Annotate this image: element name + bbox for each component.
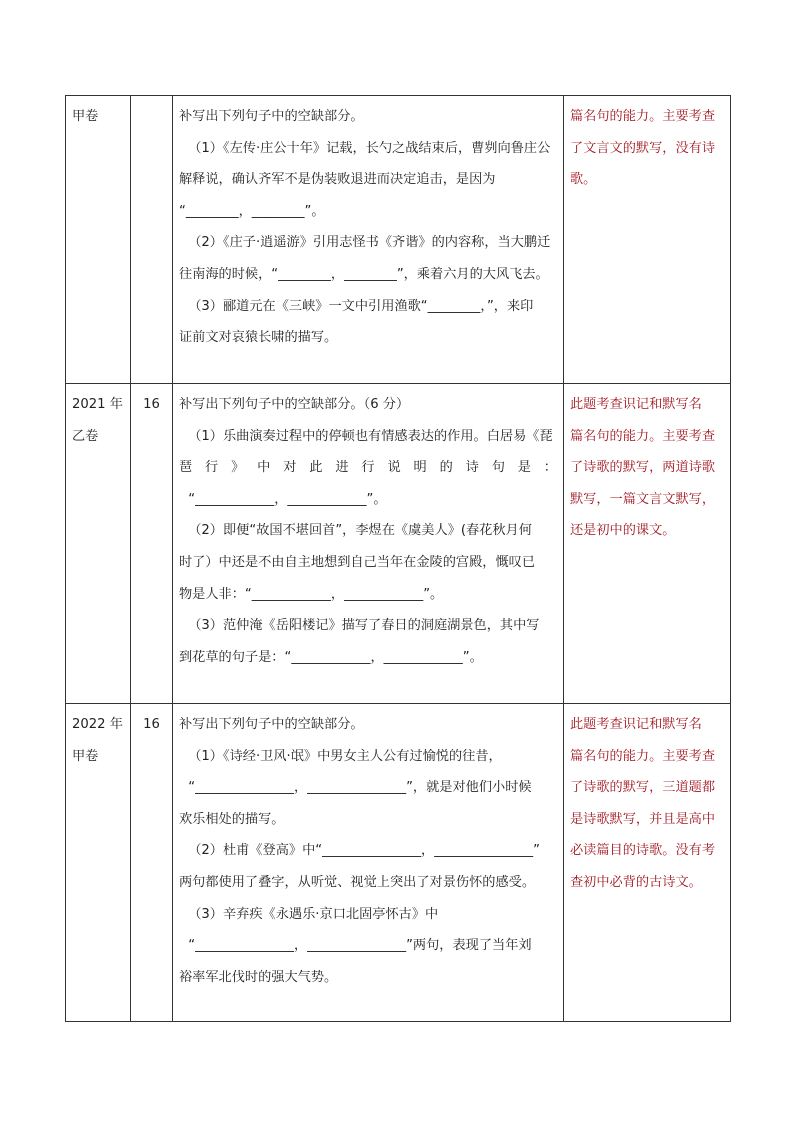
question-cell (173, 704, 564, 1022)
question-number-cell (131, 384, 173, 704)
table-row (66, 96, 731, 384)
analysis-cell (564, 96, 731, 384)
exam-comparison-table (65, 95, 731, 1022)
analysis-line: 篇名句的能力。主要考查 (570, 748, 716, 764)
analysis-cell (564, 704, 731, 1022)
question-line: “_______________，_______________”两句，表现了当年刘 (188, 938, 532, 954)
question-line: 到花草的句子是：“____________，____________”。 (179, 649, 483, 665)
analysis-line: 歌。 (570, 172, 597, 188)
question-line: 解释说，确认齐军不是伪装败退进而决定追击，是因为 (179, 172, 496, 188)
question-line: （2）杜甫《登高》中“_______________，_______________” (188, 843, 540, 859)
analysis-line: 了诗歌的默写，两道诗歌 (570, 460, 716, 476)
analysis-line: 还是初中的课文。 (570, 523, 676, 539)
question-line: （1）乐曲演奏过程中的停顿也有情感表达的作用。白居易《琵 (188, 428, 553, 444)
question-line: （2）即便“故国不堪回首”，李煜在《虞美人》(春花秋月何 (188, 523, 532, 539)
question-line: “____________，____________”。 (188, 491, 387, 507)
year-label: 2021 年 (72, 397, 123, 412)
year-cell (66, 704, 131, 1022)
question-line: （2）《庄子·逍遥游》引用志怪书《齐谐》的内容称，当大鹏迁 (188, 235, 551, 251)
question-line: （3）辛弃疾《永遇乐·京口北固亭怀古》中 (188, 906, 439, 922)
question-number: 16 (143, 397, 160, 412)
question-line: 补写出下列句子中的空缺部分。（6 分） (179, 397, 410, 412)
analysis-line: 必读篇目的诗歌。没有考 (570, 843, 716, 859)
question-line: 补写出下列句子中的空缺部分。 (179, 717, 364, 732)
question-line: （1）《诗经·卫风·氓》中男女主人公有过愉悦的往昔， (188, 748, 502, 764)
analysis-line: 此题考查识记和默写名 (570, 717, 702, 732)
question-number-cell (131, 704, 173, 1022)
year-cell (66, 96, 131, 384)
question-line: 时了）中还是不由自主地想到自己当年在金陵的宫殿，慨叹已 (179, 554, 536, 570)
question-number (131, 96, 172, 101)
question-line: 证前文对哀猿长啸的描写。 (179, 330, 338, 346)
question-number-cell (131, 96, 173, 384)
year-label: 2022 年 (72, 717, 123, 732)
analysis-line: 是诗歌默写，并且是高中 (570, 811, 716, 827)
table-row (66, 384, 731, 704)
question-line: “________，________”。 (179, 203, 325, 219)
question-line: 裕率军北伐时的强大气势。 (179, 969, 338, 985)
analysis-line: 篇名句的能力。主要考查 (570, 428, 716, 444)
analysis-cell (564, 384, 731, 704)
analysis-line: 默写，一篇文言文默写， (570, 491, 716, 507)
question-line: 物是人非：“____________，____________”。 (179, 586, 444, 602)
question-number: 16 (143, 717, 160, 732)
paper-label: 甲卷 (72, 748, 99, 764)
analysis-line: 了诗歌的默写，三道题都 (570, 780, 716, 796)
question-line: 往南海的时候，“________，________”，乘着六月的大风飞去。 (179, 266, 549, 282)
year-cell (66, 384, 131, 704)
year-label: 甲卷 (72, 109, 99, 124)
question-line: 欢乐相处的描写。 (179, 811, 285, 827)
question-cell (173, 96, 564, 384)
question-line: 琶 行 》 中 对 此 进 行 说 明 的 诗 句 是 ： (179, 460, 557, 476)
question-line: 两句都使用了叠字，从听觉、视觉上突出了对景伤怀的感受。 (179, 874, 536, 890)
analysis-line: 了文言文的默写，没有诗 (570, 140, 716, 156)
analysis-line: 篇名句的能力。主要考查 (570, 109, 716, 124)
analysis-line: 查初中必背的古诗文。 (570, 874, 702, 890)
question-line: （3）范仲淹《岳阳楼记》描写了春日的洞庭湖景色，其中写 (188, 618, 540, 634)
question-line: “_______________，_______________”，就是对他们小时候 (188, 780, 532, 796)
analysis-line: 此题考查识记和默写名 (570, 397, 702, 412)
paper-label: 乙卷 (72, 428, 99, 444)
question-line: （1）《左传·庄公十年》记载，长勺之战结束后，曹刿向鲁庄公 (188, 140, 551, 156)
table-row (66, 704, 731, 1022)
question-line: （3）郦道元在《三峡》一文中引用渔歌“________，”，来印 (188, 298, 534, 314)
question-line: 补写出下列句子中的空缺部分。 (179, 109, 364, 124)
question-cell (173, 384, 564, 704)
